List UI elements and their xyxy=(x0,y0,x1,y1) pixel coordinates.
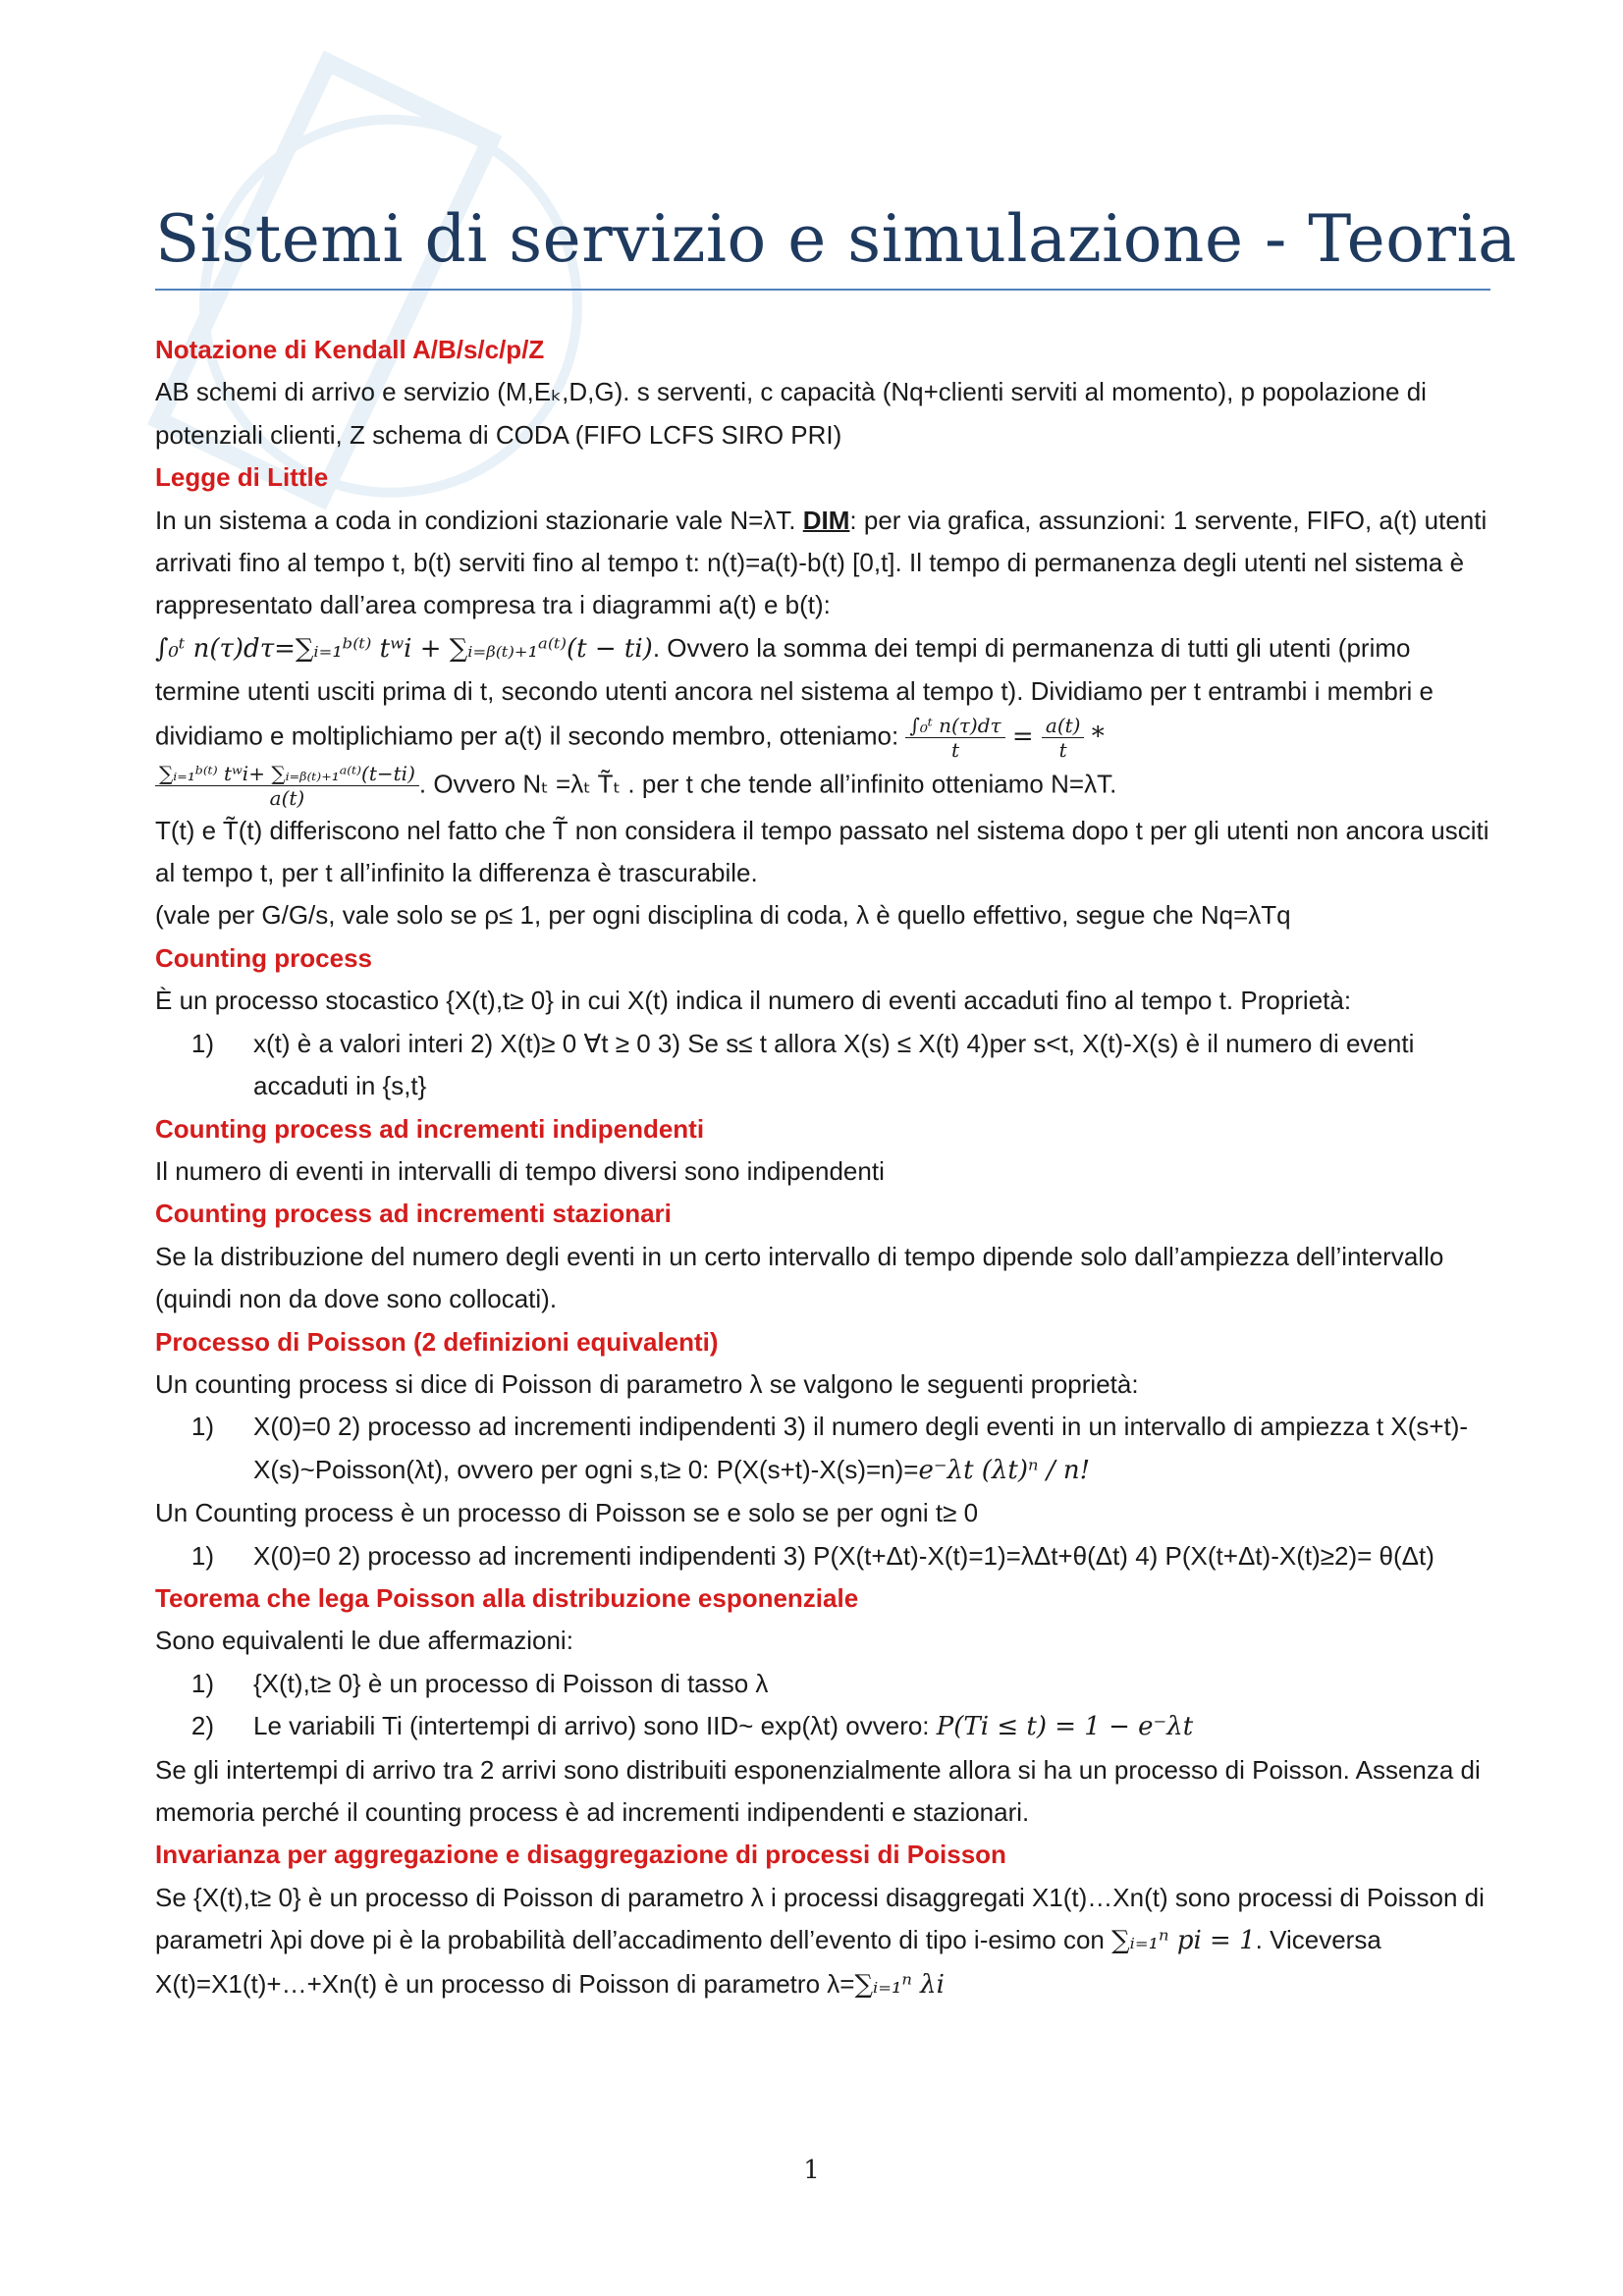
invariance-text xyxy=(155,1877,1492,2006)
list-item xyxy=(155,1406,1492,1492)
section-heading-invariance: Invarianza per aggregazione e disaggregazione di processi di Poisson xyxy=(155,1840,1006,1870)
exponential-formula: P(Ti ≤ t) = 1 − e⁻λt xyxy=(936,1712,1194,1742)
page-title: Sistemi di servizio e simulazione - Teoria xyxy=(155,201,1517,277)
fraction-denominator: t xyxy=(951,737,960,762)
stationary-text: Se la distribuzione del numero degli eventi in un certo intervallo di tempo dipende solo dall’ampiezza dell’intervallo (quindi non da dove sono collocati). xyxy=(155,1241,1444,1314)
little-text-d: . Ovvero Nₜ =λₜ T̃ₜ . per t che tende all’infinito otteniamo N=λT. xyxy=(418,769,1117,799)
poisson-text-2: Un Counting process è un processo di Poisson se e solo se per ogni t≥ 0 xyxy=(155,1498,979,1528)
list-text: x(t) è a valori interi 2) X(t)≥ 0 ∀t ≥ 0 3) Se s≤ t allora X(s) ≤ X(t) 4)per s<t, X(t)-X(s) è il numero di eventi accaduti in {s,t} xyxy=(253,1028,1415,1101)
list-text xyxy=(253,1705,1492,1748)
list-text xyxy=(253,1406,1492,1492)
list-number: 1) xyxy=(190,1028,214,1058)
independent-text: Il numero di eventi in intervalli di tempo diversi sono indipendenti xyxy=(155,1155,885,1186)
fraction-numerator: a(t) xyxy=(1042,714,1085,738)
theorem-text-1: Sono equivalenti le due affermazioni: xyxy=(155,1626,573,1656)
poisson-item-text: X(0)=0 2) processo ad incrementi indipendenti 3) il numero degli eventi in un intervallo di ampiezza t X(s+t)-X(s)~Poisson(λt), ovvero per ogni s,t≥ 0: P(X(s+t)-X(s)=n)= xyxy=(253,1412,1469,1484)
fraction-arrivals xyxy=(1042,714,1085,762)
title-divider xyxy=(155,289,1490,291)
section-heading-counting: Counting process xyxy=(155,942,373,973)
fraction-denominator: t xyxy=(1058,737,1067,762)
fraction-sum xyxy=(155,762,419,810)
list-item xyxy=(155,1663,1492,1705)
little-paragraph-5: (vale per G/G/s, vale solo se ρ≤ 1, per ogni disciplina di coda, λ è quello effettivo, segue che Nq=λTq xyxy=(155,900,1291,931)
fraction-numerator: ∑ᵢ₌₁ᵇ⁽ᵗ⁾ tʷi+ ∑ᵢ₌ᵦ₍ₜ₎₊₁ᵃ⁽ᵗ⁾(t−ti) xyxy=(155,762,419,786)
page-number: 1 xyxy=(803,2156,820,2185)
list-number: 2) xyxy=(190,1711,214,1741)
section-heading-independent: Counting process ad incrementi indipendenti xyxy=(155,1113,705,1144)
list-text: {X(t),t≥ 0} è un processo di Poisson di tasso λ xyxy=(253,1668,769,1698)
little-paragraph-2: ∫₀ᵗ n(τ)dτ=∑ᵢ₌₁ᵇ⁽ᵗ⁾ tʷi + ∑ᵢ₌ᵦ₍ₜ₎₊₁ᵃ⁽ᵗ⁾(t − ti). Ovvero la somma dei tempi di permanenza di tutti gli utenti (primo termine utenti usciti prima di t, secondo utenti ancora nel sistema al tempo t). Dividiamo per t entrambi i membri e dividiamo e moltiplichiamo per a(t) il secondo membro, otteniamo: $\frac{\text{∫₀ᵗ n(τ)dτ}}{t}$ = $\frac{a(t)}{t}$ * xyxy=(155,632,1434,762)
list-item xyxy=(155,1023,1492,1108)
poisson-text-1: Un counting process si dice di Poisson di parametro λ se valgono le seguenti proprietà: xyxy=(155,1368,1139,1399)
list-item xyxy=(155,1705,1492,1748)
theorem-item-text: Le variabili Ti (intertempi di arrivo) sono IID~ exp(λt) ovvero: xyxy=(253,1711,937,1741)
section-heading-stationary: Counting process ad incrementi stazionari xyxy=(155,1199,672,1229)
sum-formula-2: ∑ᵢ₌₁ⁿ λi xyxy=(854,1969,945,2000)
little-text-a: In un sistema a coda in condizioni stazionarie vale N=λT. xyxy=(155,505,803,535)
little-paragraph-3 xyxy=(155,762,1492,810)
counting-text: È un processo stocastico {X(t),t≥ 0} in cui X(t) indica il numero di eventi accaduti fino al tempo t. Proprietà: xyxy=(155,986,1352,1016)
list-number: 1) xyxy=(190,1668,214,1698)
theorem-text-2: Se gli intertempi di arrivo tra 2 arrivi sono distribuiti esponenzialmente allora si ha un processo di Poisson. Assenza di memoria perché il counting process è ad incrementi indipendenti e stazionari. xyxy=(155,1754,1481,1827)
section-heading-poisson: Processo di Poisson (2 definizioni equivalenti) xyxy=(155,1326,719,1357)
little-paragraph-4: T(t) e T̃(t) differiscono nel fatto che T̃ non considera il tempo passato nel sistema dopo t per gli utenti non ancora usciti al tempo t, per t all’infinito la differenza è trascurabile. xyxy=(155,815,1489,888)
fraction-numerator: ∫₀ᵗ n(τ)dτ xyxy=(905,714,1004,738)
sum-formula-1: ∑ᵢ₌₁ⁿ pi = 1 xyxy=(1111,1926,1256,1956)
list-text: X(0)=0 2) processo ad incrementi indipendenti 3) P(X(t+Δt)-X(t)=1)=λΔt+θ(Δt) 4) P(X(t+Δt)-X(t)≥2)= θ(Δt) xyxy=(253,1540,1434,1571)
document-body xyxy=(155,329,1492,2006)
fraction-integral xyxy=(905,714,1004,762)
little-text-b: : per via grafica, assunzioni: 1 servente, FIFO, a(t) utenti arrivati fino al tempo t, b(t) serviti fino al tempo t: n(t)=a(t)-b(t) [0,t]. Il tempo di permanenza degli utenti nel sistema è rappresentato dall’area compresa tra i diagrammi a(t) e b(t): xyxy=(155,505,1488,620)
list-number: 1) xyxy=(190,1540,214,1571)
little-paragraph-1 xyxy=(155,500,1492,627)
invariance-text-b: . Viceversa X(t)=X1(t)+…+Xn(t) è un processo di Poisson di parametro λ= xyxy=(155,1925,1381,1999)
integral-formula: ∫₀ᵗ n(τ)dτ=∑ᵢ₌₁ᵇ⁽ᵗ⁾ tʷi + ∑ᵢ₌ᵦ₍ₜ₎₊₁ᵃ⁽ᵗ⁾(t − ti) xyxy=(155,633,653,664)
section-heading-little: Legge di Little xyxy=(155,462,329,493)
little-text-c: . Ovvero la somma dei tempi di permanenza di tutti gli utenti (primo termine utenti usciti prima di t, secondo utenti ancora nel sistema al tempo t). Dividiamo per t entrambi i membri e dividiamo e moltiplichiamo per a(t) il secondo membro, otteniamo: xyxy=(155,632,1434,751)
dim-label: DIM xyxy=(802,505,850,535)
section-heading-kendall: Notazione di Kendall A/B/s/c/p/Z xyxy=(155,335,545,364)
invariance-text-a: Se {X(t),t≥ 0} è un processo di Poisson di parametro λ i processi disaggregati X1(t)…Xn(t) sono processi di Poisson di parametri λpi dove pi è la probabilità dell’accadimento dell’evento di tipo i-esimo con xyxy=(155,1882,1485,1955)
kendall-text: AB schemi di arrivo e servizio (M,Eₖ,D,G). s serventi, c capacità (Nq+clienti serviti al momento), p popolazione di potenziali clienti, Z schema di CODA (FIFO LCFS SIRO PRI) xyxy=(155,377,1427,450)
multiply-sign: * xyxy=(1091,721,1105,752)
poisson-formula: e⁻λt (λt)ⁿ / n! xyxy=(918,1455,1091,1485)
list-number: 1) xyxy=(190,1412,214,1442)
list-item xyxy=(155,1535,1492,1577)
section-heading-theorem: Teorema che lega Poisson alla distribuzione esponenziale xyxy=(155,1582,859,1613)
fraction-denominator: a(t) xyxy=(269,785,305,810)
